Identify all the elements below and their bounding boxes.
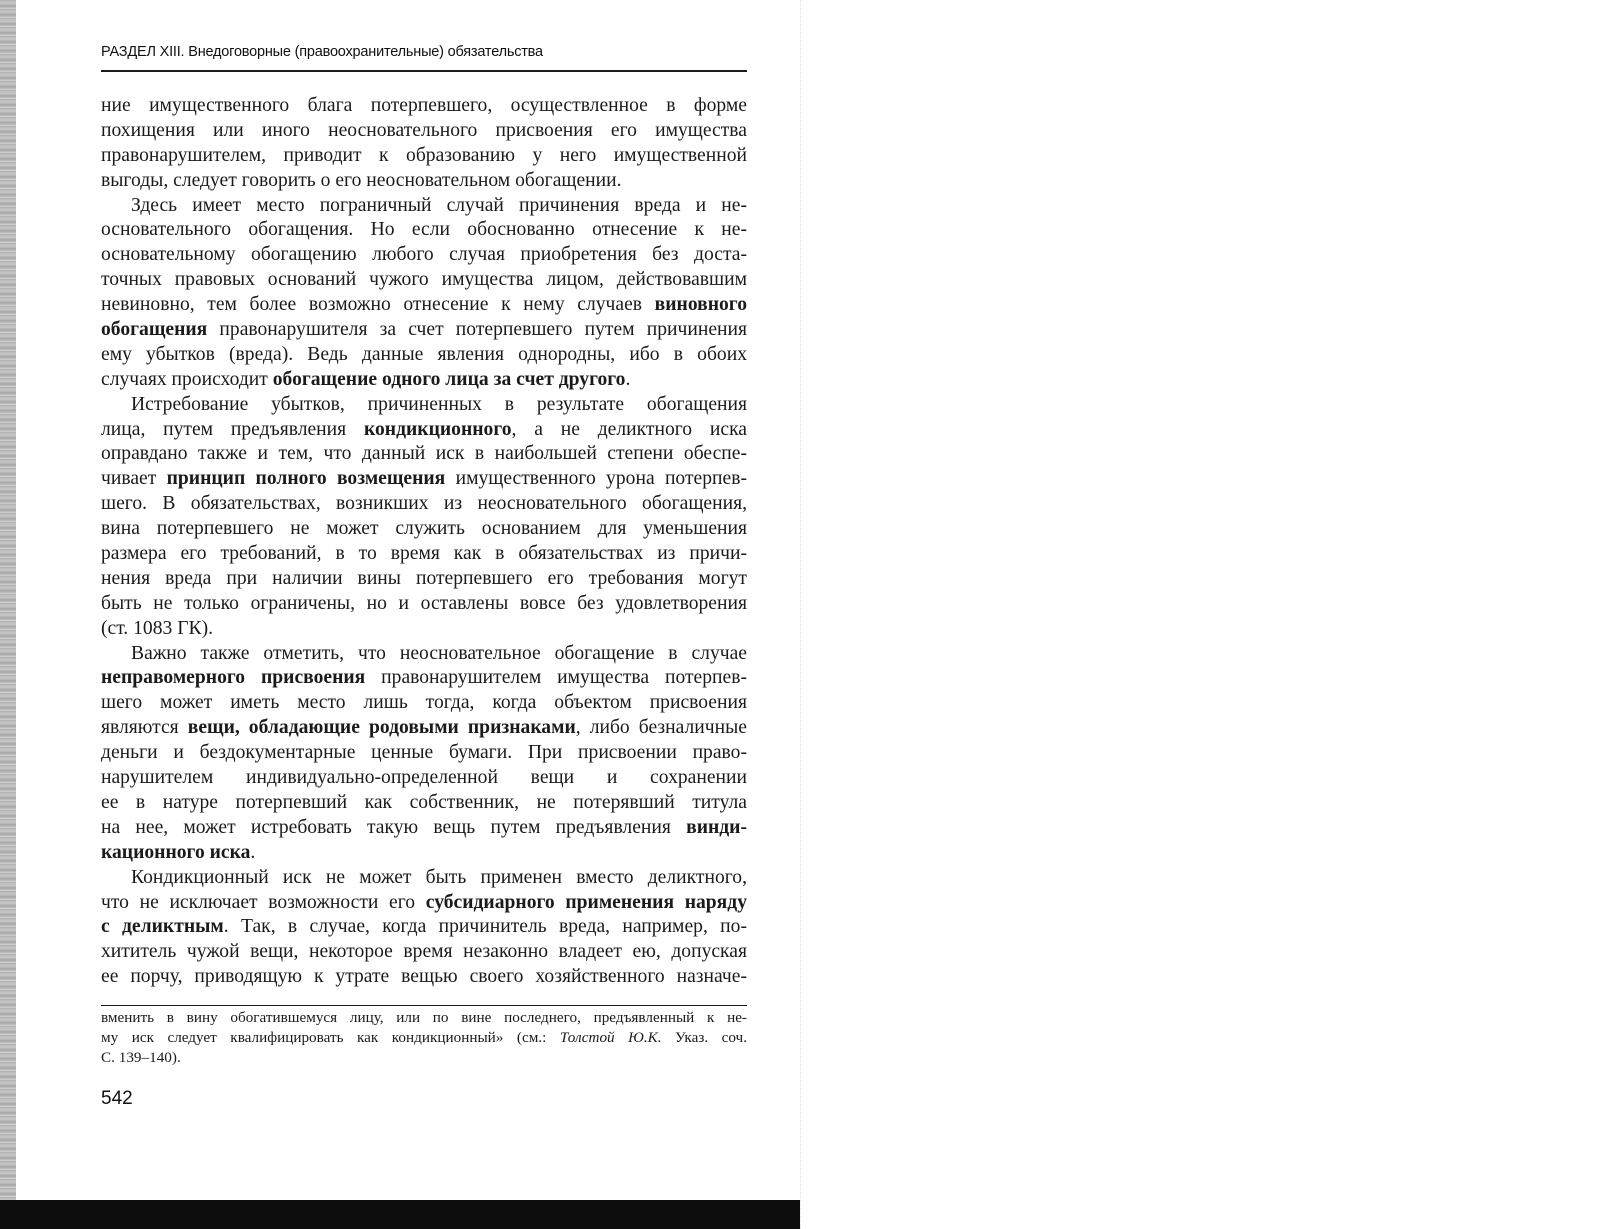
running-head: РАЗДЕЛ XIII. Внедоговорные (правоохранительные) обязательства: [101, 44, 543, 60]
footnote: [101, 1008, 747, 1068]
footnote-line: [101, 1028, 747, 1048]
text-run: хититель чужой вещи, некоторое время незаконно владеет ею, допуская: [101, 941, 747, 963]
body-line: [101, 965, 747, 990]
body-line: [101, 517, 747, 542]
header-rule: [101, 70, 747, 72]
body-line: [101, 368, 747, 393]
text-run: правонарушителем имущества потерпев-: [365, 667, 747, 689]
body-line: [101, 567, 747, 592]
text-run: Важно также отметить, что неосновательное обогащение в случае: [131, 642, 747, 664]
text-run: шего. В обязательствах, возникших из неосновательного обогащения,: [101, 493, 747, 515]
body-line: [101, 119, 747, 144]
body-line: [101, 492, 747, 517]
text-run: вменить в вину обогатившемуся лицу, или по вине последнего, предъявленный к не-: [101, 1009, 747, 1026]
body-line: [101, 642, 747, 667]
blank-facing-page: [800, 0, 1600, 1229]
footnote-line: [101, 1008, 747, 1028]
text-run: . Так, в случае, когда причинитель вреда, например, по-: [223, 916, 747, 938]
text-run: выгоды, следует говорить о его неосновательном обогащении.: [101, 169, 622, 191]
body-line: [101, 592, 747, 617]
text-run: деньги и бездокументарные ценные бумаги. При присвоении право-: [101, 742, 747, 764]
body-line: [101, 467, 747, 492]
body-line: [101, 542, 747, 567]
body-line: [101, 144, 747, 169]
body-line: [101, 343, 747, 368]
body-line: [101, 666, 747, 691]
body-line: [101, 268, 747, 293]
text-run: лица, путем предъявления: [101, 418, 364, 440]
text-run: ему убытков (вреда). Ведь данные явления однородны, ибо в обоих: [101, 343, 747, 365]
body-line: [101, 716, 747, 741]
text-run: похищения или иного неосновательного присвоения его имущества: [101, 119, 747, 141]
body-line: [101, 766, 747, 791]
body-line: [101, 617, 747, 642]
body-line: [101, 791, 747, 816]
bold-term: неправомерного присвоения: [101, 667, 366, 689]
body-line: [101, 293, 747, 318]
page-number: 542: [101, 1088, 133, 1109]
bold-term: кационного иска: [101, 841, 251, 863]
body-line: [101, 691, 747, 716]
body-line: [101, 218, 747, 243]
text-run: невиновно, тем более возможно отнесение к нему случаев: [101, 294, 655, 316]
text-run: имущественного урона потерпев-: [445, 468, 747, 490]
text-run: быть не только ограничены, но и оставлены вовсе без удовлетворения: [101, 592, 747, 614]
text-run: .: [250, 841, 256, 863]
body-line: [101, 243, 747, 268]
bold-term: обогащения: [101, 319, 208, 341]
body-line: [101, 891, 747, 916]
text-run: Указ. соч.: [661, 1029, 747, 1046]
text-run: основательного обогащения. Но если обоснованно отнесение к не-: [101, 219, 747, 241]
book-page: [101, 0, 747, 1200]
text-run: нения вреда при наличии вины потерпевшего его требования могут: [101, 567, 747, 589]
text-run: Истребование убытков, причиненных в результате обогащения: [131, 393, 747, 415]
text-run: Кондикционный иск не может быть применен вместо деликтного,: [131, 866, 747, 888]
footnote-rule: [101, 1005, 747, 1006]
bold-term: кондикционного: [363, 418, 512, 440]
text-run: случаях происходит: [101, 368, 273, 390]
body-line: [101, 393, 747, 418]
scan-edge-shadow: [0, 0, 16, 1229]
text-run: вина потерпевшего не может служить основанием для уменьшения: [101, 518, 747, 540]
body-line: [101, 442, 747, 467]
bold-term: принцип полного возмещения: [166, 468, 446, 490]
bold-term: с деликтным: [101, 916, 224, 938]
body-line: [101, 318, 747, 343]
text-run: на нее, может истребовать такую вещь путем предъявления: [101, 816, 687, 838]
bold-term: вещи, обладающие родовыми признаками: [187, 717, 576, 739]
text-run: .: [625, 368, 631, 390]
text-run: му иск следует квалифицировать как кондикционный» (см.:: [101, 1029, 560, 1046]
text-run: оправдано также и тем, что данный иск в наибольшей степени обеспе-: [101, 443, 747, 465]
bold-term: субсидиарного применения наряду: [425, 891, 747, 913]
text-run: что не исключает возможности его: [101, 891, 426, 913]
body-line: [101, 841, 747, 866]
text-run: размера его требований, в то время как в обязательствах из причи-: [101, 543, 747, 565]
text-run: основательному обогащению любого случая приобретения без доста-: [101, 244, 747, 266]
text-run: точных правовых оснований чужого имущества лицом, действовавшим: [101, 269, 747, 291]
body-text: [101, 94, 747, 990]
bold-term: обогащение одного лица за счет другого: [272, 368, 626, 390]
body-line: [101, 169, 747, 194]
body-line: [101, 194, 747, 219]
text-run: ее порчу, приводящую к утрате вещью своего хозяйственного назначе-: [101, 966, 747, 988]
body-line: [101, 866, 747, 891]
text-run: (ст. 1083 ГК).: [101, 617, 214, 639]
text-run: , либо безналичные: [575, 717, 747, 739]
text-run: С. 139–140).: [101, 1049, 181, 1066]
body-line: [101, 915, 747, 940]
text-run: ние имущественного блага потерпевшего, осуществленное в форме: [101, 95, 747, 116]
footnote-line: [101, 1048, 747, 1068]
bold-term: винди-: [686, 816, 747, 838]
body-line: [101, 741, 747, 766]
text-run: ее в натуре потерпевший как собственник, не потерявший титула: [101, 791, 747, 813]
bold-term: виновного: [654, 294, 747, 316]
text-run: нарушителем индивидуально-определенной вещи и сохранении: [101, 767, 747, 789]
text-run: , а не деликтного иска: [511, 418, 747, 440]
scan-bottom-band: [0, 1200, 800, 1229]
body-line: [101, 418, 747, 443]
text-run: шего может иметь место лишь тогда, когда объектом присвоения: [101, 692, 747, 714]
body-line: [101, 940, 747, 965]
italic-citation: Толстой Ю.К.: [559, 1029, 662, 1046]
text-run: Здесь имеет место пограничный случай причинения вреда и не-: [131, 194, 747, 216]
text-run: являются: [101, 717, 188, 739]
body-line: [101, 94, 747, 119]
text-run: чивает: [101, 468, 167, 490]
text-run: правонарушителя за счет потерпевшего путем причинения: [207, 319, 747, 341]
text-run: правонарушителем, приводит к образованию у него имущественной: [101, 144, 747, 166]
body-line: [101, 816, 747, 841]
